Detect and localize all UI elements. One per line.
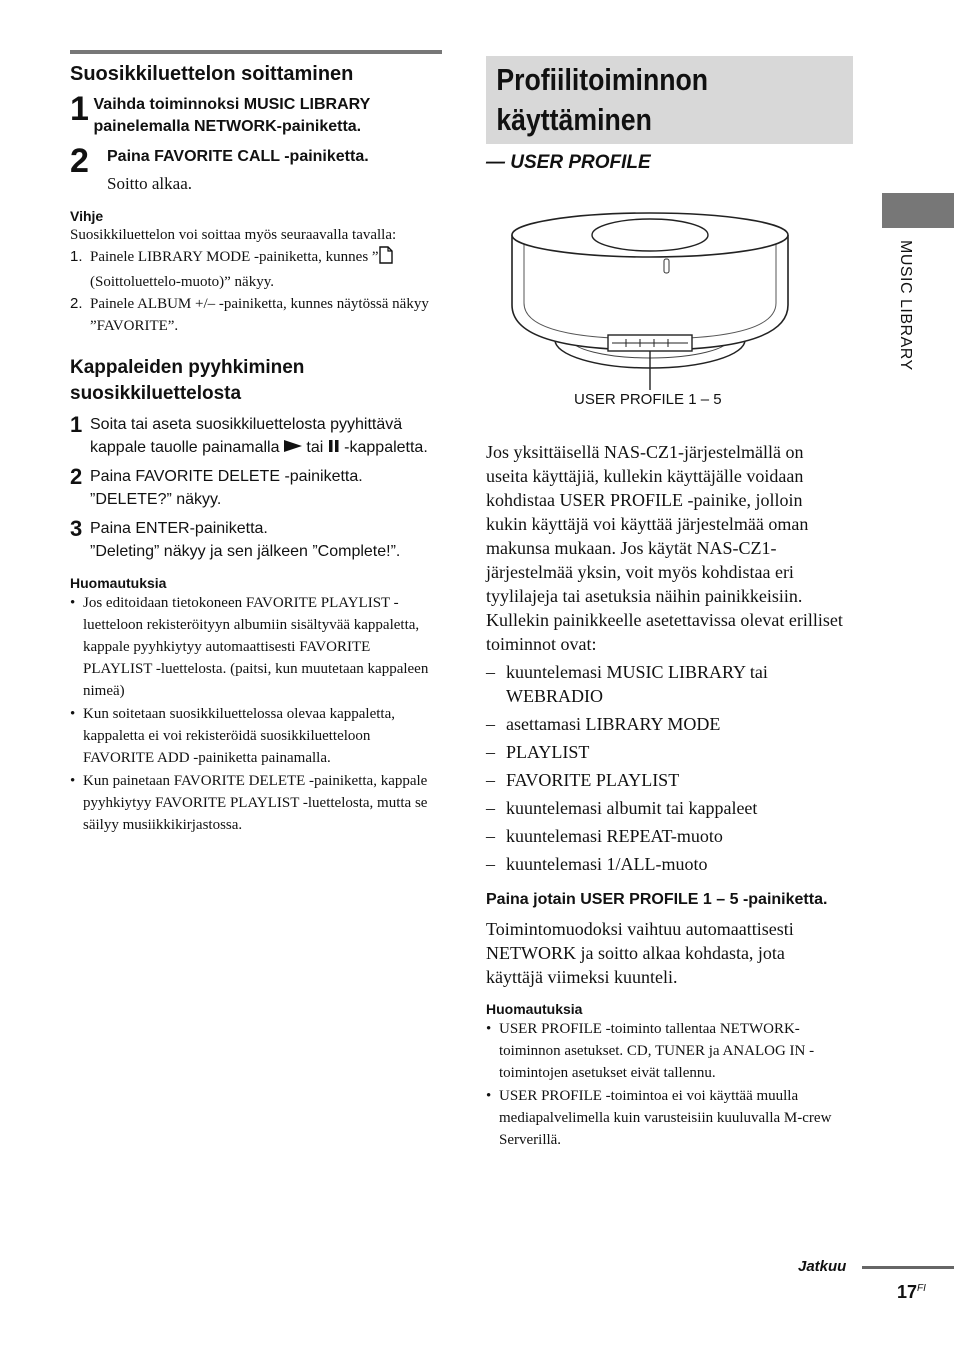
speaker-unit-drawing xyxy=(500,205,800,415)
tip-item-text: Painele LIBRARY MODE -painiketta, kunnes ” xyxy=(90,249,379,265)
play-icon xyxy=(284,436,302,459)
tip-item xyxy=(70,293,442,337)
page-number-suffix: FI xyxy=(917,1283,926,1294)
step-text: Paina FAVORITE CALL -painiketta. xyxy=(107,148,369,165)
action-result: Toimintomuodoksi vaihtuu automaattisesti NETWORK ja soitto alkaa kohdasta, jota käyttäjä viimeksi kuunteli. xyxy=(486,919,794,987)
function-item: – kuuntelemasi MUSIC LIBRARY tai WEBRADIO xyxy=(486,660,846,708)
playlist-icon xyxy=(379,246,393,271)
note-text: USER PROFILE -toiminto tallentaa NETWORK-toiminnon asetukset. CD, TUNER ja ANALOG IN -toimintojen asetukset eivät tallennu. xyxy=(499,1021,815,1081)
function-text: kuuntelemasi MUSIC LIBRARY tai WEBRADIO xyxy=(506,662,768,706)
step-result: ”Deleting” näkyy ja sen jälkeen ”Complete!”. xyxy=(90,543,401,560)
note-text: Jos editoidaan tietokoneen FAVORITE PLAYLIST -luetteloon rekisteröityyn albumiin sisältyvää kappaletta, kappale pyyhkiytyy automaattisesti FAVORITE PLAYLIST -luettelosta. (paitsi, kun muutetaan kappaleen nimeä) xyxy=(83,595,429,699)
step-number: 2 xyxy=(70,142,89,180)
step-result: Soitto alkaa. xyxy=(107,174,192,193)
notes-heading: Huomautuksia xyxy=(70,575,167,591)
page-number xyxy=(897,1282,926,1303)
note-text: USER PROFILE -toimintoa ei voi käyttää muulla mediapalvelimella kuin varusteisiin kuuluvalla M-crew Serverillä. xyxy=(499,1088,832,1148)
note-text: Kun soitetaan suosikkiluettelossa olevaa kappaletta, kappaletta ei voi rekisteröidä suosikkiluetteloon FAVORITE ADD -painiketta painamalla. xyxy=(83,706,395,766)
page-number-value: 17 xyxy=(897,1282,918,1302)
device-callout-label: USER PROFILE 1 – 5 xyxy=(574,391,722,408)
continues-label: Jatkuu xyxy=(798,1258,847,1275)
function-text: kuuntelemasi REPEAT-muoto xyxy=(506,826,723,846)
left-column xyxy=(70,50,442,836)
step-text-end: -kappaletta. xyxy=(339,439,428,456)
step-text-or: tai xyxy=(301,439,328,456)
section-rule xyxy=(70,50,442,54)
tip-item-number: 1. xyxy=(70,248,83,265)
tip-item-text-end: (Soittoluettelo-muoto)” näkyy. xyxy=(90,274,274,290)
device-illustration xyxy=(500,205,800,420)
function-text: asettamasi LIBRARY MODE xyxy=(506,714,721,734)
tip-intro: Suosikkiluettelon voi soittaa myös seuraavalla tavalla: xyxy=(70,227,397,243)
chapter-title-line1: Profiilitoiminnon xyxy=(496,62,709,97)
delete-step-3 xyxy=(70,517,442,563)
step-text: Paina FAVORITE DELETE -painiketta. xyxy=(90,468,363,485)
function-item: – kuuntelemasi 1/ALL-muoto xyxy=(486,854,708,874)
tip-item xyxy=(70,246,442,293)
note-item: • Kun soitetaan suosikkiluettelossa olevaa kappaletta, kappaletta ei voi rekisteröidä suosikkiluetteloon FAVORITE ADD -painiketta painamalla. xyxy=(70,703,442,769)
tip-heading: Vihje xyxy=(70,208,104,224)
tip-item-number: 2. xyxy=(70,295,83,312)
chapter-subtitle: — USER PROFILE xyxy=(486,152,651,173)
delete-step-1 xyxy=(70,413,442,459)
section-title-play-favorites: Suosikkiluettelon soittaminen xyxy=(70,63,354,85)
function-text: kuuntelemasi 1/ALL-muoto xyxy=(506,854,708,874)
function-item: – kuuntelemasi albumit tai kappaleet xyxy=(486,798,758,818)
step-number: 3 xyxy=(70,516,83,541)
continues-rule xyxy=(862,1266,954,1269)
function-text: kuuntelemasi albumit tai kappaleet xyxy=(506,798,758,818)
chapter-tab-block xyxy=(882,193,954,228)
step-2 xyxy=(70,144,442,196)
step-text: Soita tai aseta suosikkiluettelosta pyyhittävä kappale tauolle painamalla xyxy=(90,416,403,456)
note-item: • USER PROFILE -toimintoa ei voi käyttää muulla mediapalvelimella kuin varusteisiin kuuluvalla M-crew Serverillä. xyxy=(486,1085,846,1151)
chapter-title-box xyxy=(486,56,853,144)
note-item: • USER PROFILE -toiminto tallentaa NETWORK-toiminnon asetukset. CD, TUNER ja ANALOG IN -toimintojen asetukset eivät tallennu. xyxy=(486,1018,846,1084)
step-number: 2 xyxy=(70,464,83,489)
notes-heading: Huomautuksia xyxy=(486,1001,583,1017)
function-item: – PLAYLIST xyxy=(486,742,590,762)
pause-icon xyxy=(328,436,340,459)
intro-paragraph: Jos yksittäisellä NAS-CZ1-järjestelmällä on useita käyttäjiä, kullekin käyttäjälle voidaan kohdistaa USER PROFILE -painike, jolloin kukin käyttäjä voi käyttää järjestelmää oman makunsa mukaan. Jos käytät NAS-CZ1-järjestelmää yksin, voit myös kohdistaa eri tyylilajeja tai asetuksia näihin painikkeisiin. Kullekin painikkeelle asetettavissa olevat erilliset toiminnot ovat: xyxy=(486,442,843,654)
function-text: FAVORITE PLAYLIST xyxy=(506,770,680,790)
function-text: PLAYLIST xyxy=(506,742,590,762)
note-item: • Kun painetaan FAVORITE DELETE -painiketta, kappale pyyhkiytyy FAVORITE PLAYLIST -luettelosta, mutta se säilyy musiikkikirjastossa. xyxy=(70,770,442,836)
step-number: 1 xyxy=(70,90,89,128)
function-item: – FAVORITE PLAYLIST xyxy=(486,770,680,790)
chapter-title-line2: käyttäminen xyxy=(496,102,652,137)
step-text: Paina ENTER-painiketta. xyxy=(90,520,268,537)
right-column-text xyxy=(486,440,846,1151)
note-text: Kun painetaan FAVORITE DELETE -painiketta, kappale pyyhkiytyy FAVORITE PLAYLIST -luettelosta, mutta se säilyy musiikkikirjastossa. xyxy=(83,773,428,833)
function-item: – asettamasi LIBRARY MODE xyxy=(486,714,721,734)
step-1 xyxy=(70,92,442,138)
delete-step-2 xyxy=(70,465,442,511)
tip-item-text: Painele ALBUM +/– -painiketta, kunnes näytössä näkyy ”FAVORITE”. xyxy=(90,296,429,334)
step-number: 1 xyxy=(70,412,83,437)
action-heading: Paina jotain USER PROFILE 1 – 5 -painiketta. xyxy=(486,891,828,908)
chapter-tab-label: MUSIC LIBRARY xyxy=(897,240,914,371)
step-text: Vaihda toiminnoksi MUSIC LIBRARY painelemalla NETWORK-painiketta. xyxy=(93,96,370,135)
step-result: ”DELETE?” näkyy. xyxy=(90,491,222,508)
section-title-delete: Kappaleiden pyyhkiminen suosikkiluettelosta xyxy=(70,357,305,404)
note-item: • Jos editoidaan tietokoneen FAVORITE PLAYLIST -luetteloon rekisteröityyn albumiin sisältyvää kappaletta, kappale pyyhkiytyy automaattisesti FAVORITE PLAYLIST -luettelosta. (paitsi, kun muutetaan kappaleen nimeä) xyxy=(70,592,442,702)
function-item: – kuuntelemasi REPEAT-muoto xyxy=(486,826,723,846)
